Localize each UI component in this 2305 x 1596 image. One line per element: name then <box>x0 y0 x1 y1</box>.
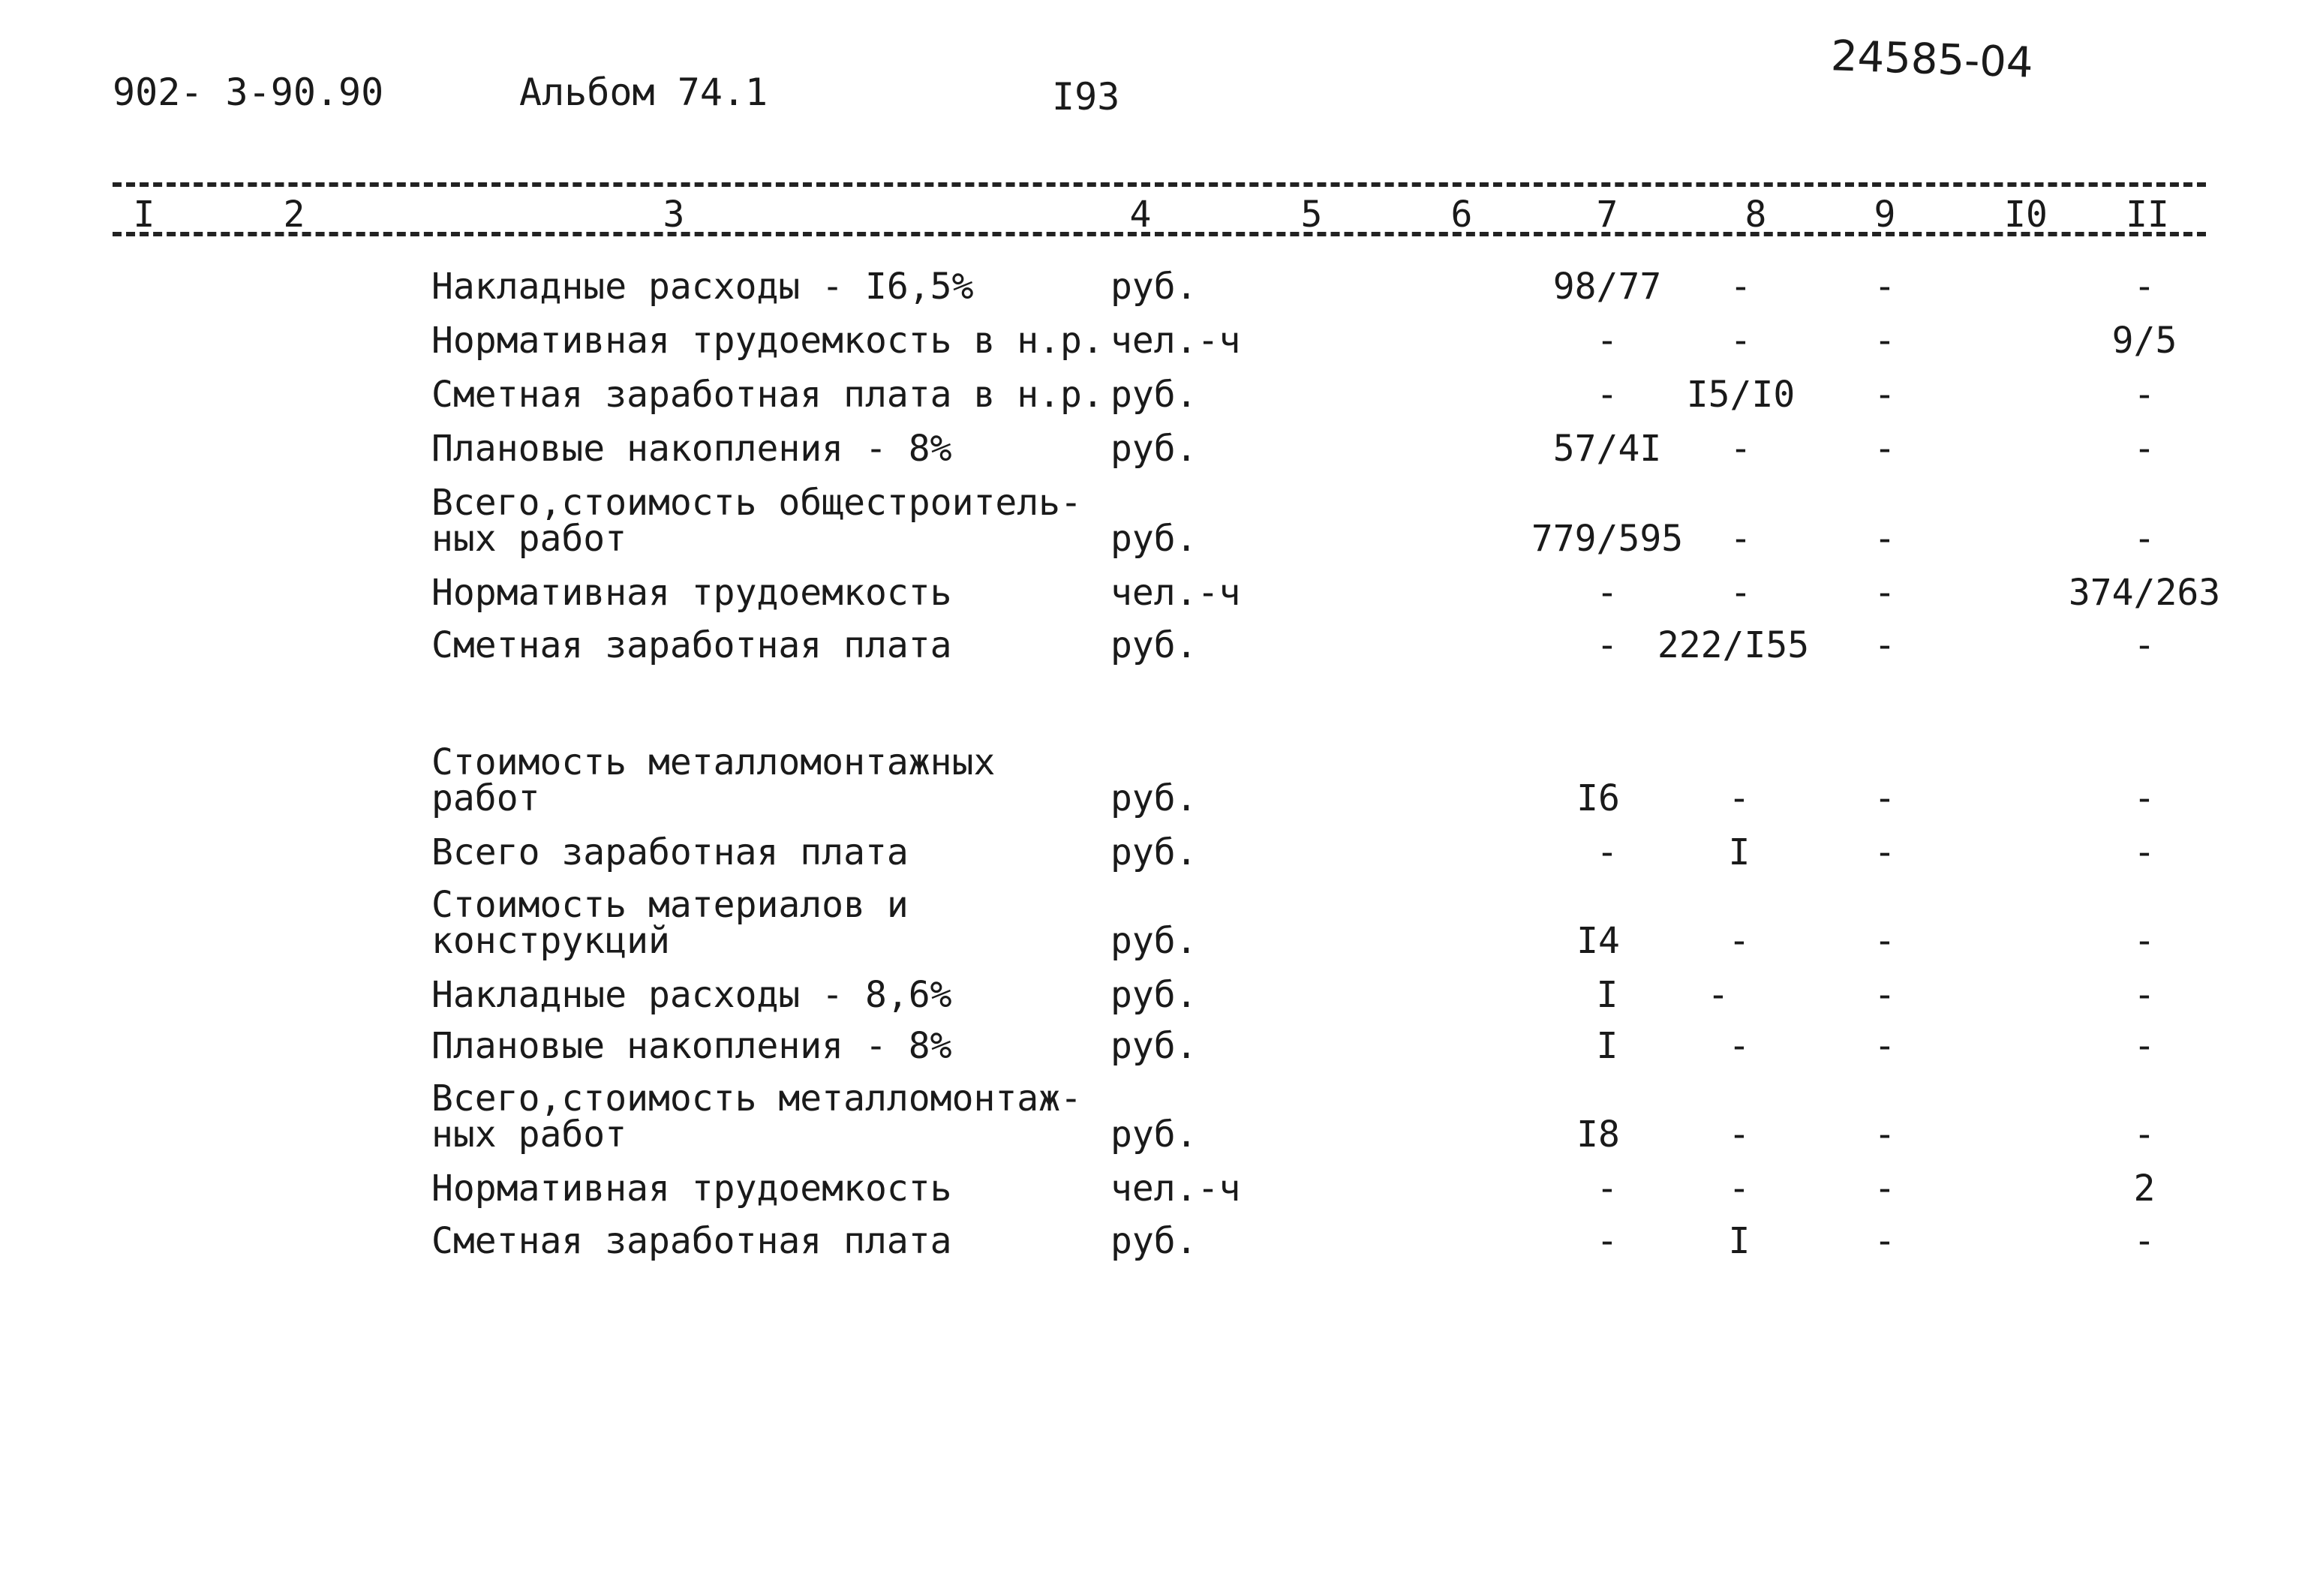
row-description: Всего,стоимость общестроитель- ных работ <box>431 482 1082 560</box>
row-col11-value: 9/5 <box>2111 320 2177 362</box>
inventory-stamp: 24585-04 <box>1829 32 2034 88</box>
row-unit: руб. <box>1110 974 1198 1016</box>
row-col9-value: - <box>1874 1168 1896 1210</box>
column-number-5: 5 <box>1300 194 1323 236</box>
row-description: Всего заработная плата <box>431 831 909 873</box>
row-unit: руб. <box>1110 518 1198 560</box>
row-unit: чел.-ч <box>1110 572 1241 614</box>
row-col7-value: I8 <box>1576 1114 1620 1156</box>
row-description: Сметная заработная плата в н.р. <box>431 374 1104 416</box>
row-unit: руб. <box>1110 428 1198 470</box>
row-col8-value: I5/I0 <box>1686 374 1796 416</box>
row-unit: руб. <box>1110 624 1198 666</box>
row-col9-value: - <box>1874 518 1896 560</box>
row-col7-value: I4 <box>1576 920 1620 962</box>
row-col11-value: - <box>2133 1114 2156 1156</box>
row-unit: руб. <box>1110 1220 1198 1262</box>
row-col11-value: - <box>2133 624 2156 666</box>
row-col7-value: - <box>1596 831 1618 873</box>
row-col9-value: - <box>1874 1025 1896 1067</box>
row-description: Накладные расходы - 8,6% <box>431 974 952 1016</box>
row-col8-value: - <box>1730 320 1752 362</box>
row-col8-value: 222/I55 <box>1657 624 1810 666</box>
row-description: Стоимость материалов и конструкций <box>431 884 909 962</box>
row-col11-value: - <box>2133 266 2156 308</box>
row-unit: чел.-ч <box>1110 320 1241 362</box>
row-col9-value: - <box>1874 572 1896 614</box>
row-col7-value: 779/595 <box>1531 518 1684 560</box>
row-col11-value: - <box>2133 428 2156 470</box>
row-col7-value: I <box>1596 974 1618 1016</box>
column-number-4: 4 <box>1129 194 1152 236</box>
row-col9-value: - <box>1874 1114 1896 1156</box>
row-unit: руб. <box>1110 831 1198 873</box>
row-col9-value: - <box>1874 974 1896 1016</box>
row-unit: руб. <box>1110 777 1198 819</box>
row-col11-value: - <box>2133 518 2156 560</box>
row-description: Нормативная трудоемкость <box>431 572 952 614</box>
row-unit: руб. <box>1110 374 1198 416</box>
row-col11-value: 374/263 <box>2068 572 2221 614</box>
album-label: Альбом 74.1 <box>519 71 768 114</box>
column-number-10: I0 <box>2004 194 2048 236</box>
column-number-6: 6 <box>1450 194 1473 236</box>
row-col8-value: - <box>1728 920 1751 962</box>
column-number-11: II <box>2126 194 2169 236</box>
row-col9-value: - <box>1874 920 1896 962</box>
row-col9-value: - <box>1874 320 1896 362</box>
row-description: Всего,стоимость металломонтаж- ных работ <box>431 1078 1082 1156</box>
row-col8-value: - <box>1728 777 1751 819</box>
row-col9-value: - <box>1874 374 1896 416</box>
column-number-9: 9 <box>1874 194 1896 236</box>
row-col8-value: - <box>1730 518 1752 560</box>
row-description: Плановые накопления - 8% <box>431 1025 952 1067</box>
row-unit: чел.-ч <box>1110 1168 1241 1210</box>
row-col8-value: I <box>1728 831 1751 873</box>
row-description: Сметная заработная плата <box>431 1220 952 1262</box>
page-number: I93 <box>1052 75 1120 119</box>
row-col11-value: - <box>2133 1220 2156 1262</box>
row-col8-value: - <box>1728 1168 1751 1210</box>
row-col8-value: - <box>1707 974 1730 1016</box>
document-code: 902- 3-90.90 <box>113 71 384 114</box>
row-col8-value: - <box>1730 572 1752 614</box>
column-number-2: 2 <box>283 194 305 236</box>
row-unit: руб. <box>1110 1114 1198 1156</box>
row-unit: руб. <box>1110 266 1198 308</box>
row-col11-value: 2 <box>2133 1168 2156 1210</box>
row-description: Нормативная трудоемкость <box>431 1168 952 1210</box>
row-col8-value: I <box>1728 1220 1751 1262</box>
row-col9-value: - <box>1874 831 1896 873</box>
row-col9-value: - <box>1874 266 1896 308</box>
row-col7-value: - <box>1596 320 1618 362</box>
row-col11-value: - <box>2133 920 2156 962</box>
row-col9-value: - <box>1874 624 1896 666</box>
row-description: Плановые накопления - 8% <box>431 428 952 470</box>
row-col11-value: - <box>2133 974 2156 1016</box>
row-col7-value: - <box>1596 572 1618 614</box>
row-col11-value: - <box>2133 1025 2156 1067</box>
row-col9-value: - <box>1874 1220 1896 1262</box>
row-col7-value: - <box>1596 624 1618 666</box>
column-number-1: I <box>133 194 155 236</box>
row-col8-value: - <box>1730 428 1752 470</box>
row-col7-value: - <box>1596 1168 1618 1210</box>
row-unit: руб. <box>1110 1025 1198 1067</box>
row-description: Сметная заработная плата <box>431 624 952 666</box>
row-col7-value: - <box>1596 1220 1618 1262</box>
row-col7-value: I6 <box>1576 777 1620 819</box>
row-col8-value: - <box>1730 266 1752 308</box>
column-number-8: 8 <box>1745 194 1767 236</box>
row-col7-value: - <box>1596 374 1618 416</box>
row-description: Стоимость металломонтажных работ <box>431 741 996 819</box>
row-col11-value: - <box>2133 777 2156 819</box>
column-number-7: 7 <box>1596 194 1618 236</box>
row-col8-value: - <box>1728 1025 1751 1067</box>
header-top-rule <box>113 182 2206 187</box>
row-unit: руб. <box>1110 920 1198 962</box>
row-col9-value: - <box>1874 777 1896 819</box>
row-description: Нормативная трудоемкость в н.р. <box>431 320 1104 362</box>
row-col9-value: - <box>1874 428 1896 470</box>
row-col7-value: I <box>1596 1025 1618 1067</box>
row-col11-value: - <box>2133 374 2156 416</box>
column-number-3: 3 <box>663 194 685 236</box>
row-col7-value: 57/4I <box>1552 428 1662 470</box>
row-col11-value: - <box>2133 831 2156 873</box>
row-col8-value: - <box>1728 1114 1751 1156</box>
row-col7-value: 98/77 <box>1552 266 1662 308</box>
row-description: Накладные расходы - I6,5% <box>431 266 974 308</box>
